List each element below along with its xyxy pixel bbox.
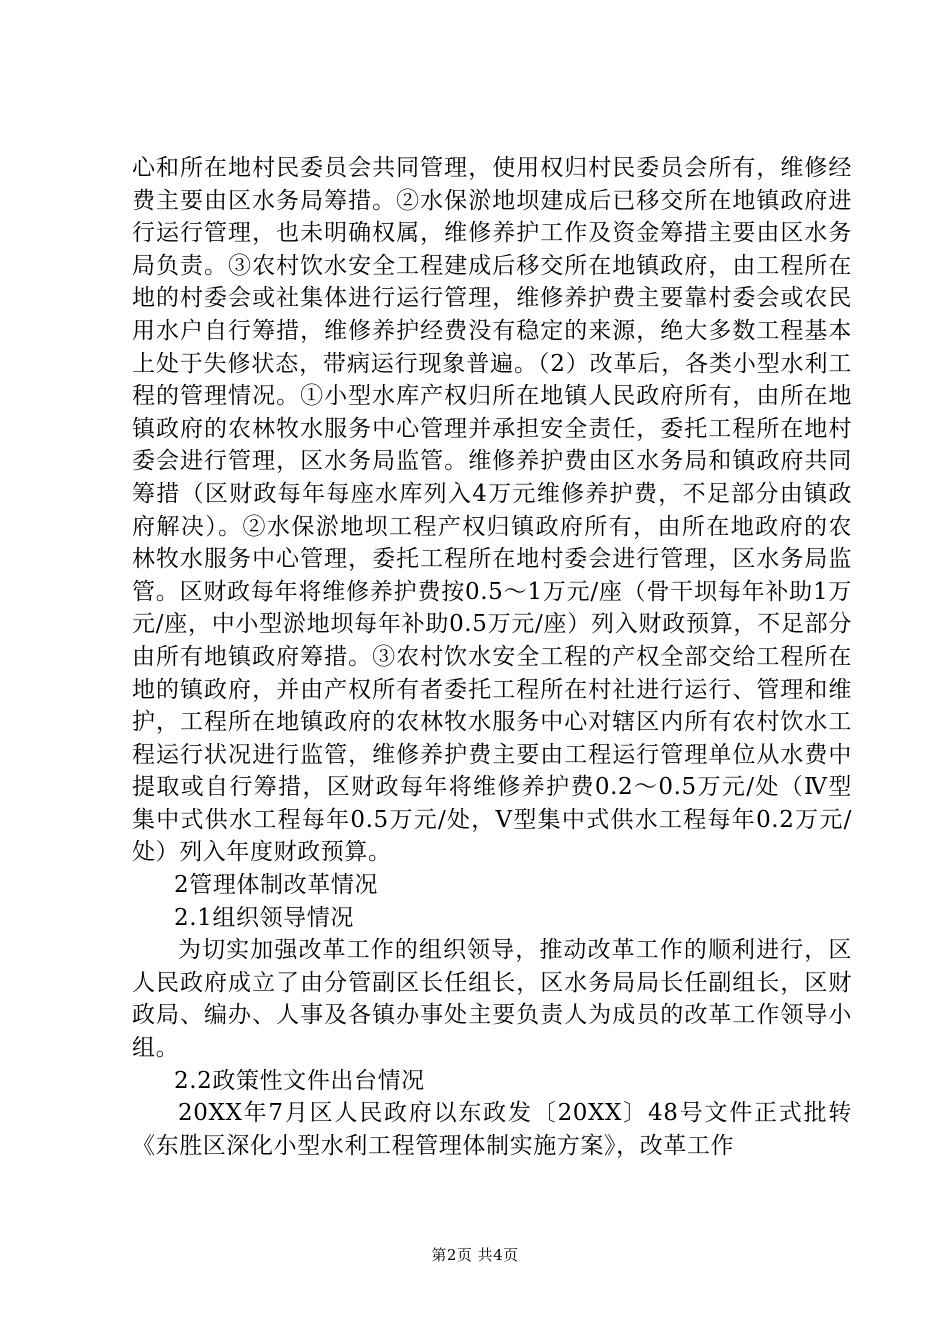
paragraph-policy-documents: 20XX年7月区人民政府以东政发〔20XX〕48号文件正式批转《东胜区深化小型水利工程管理体制实施方案》，改革工作 [132, 1100, 852, 1159]
paragraph-leadership: 为切实加强改革工作的组织领导，推动改革工作的顺利进行，区人民政府成立了由分管副区长任组长，区水务局局长任副组长，区财政局、编办、人事及各镇办事处主要负责人为成员的改革工作领导小组。 [132, 937, 852, 1062]
page-number-footer: 第2页 共4页 [431, 1246, 519, 1264]
paragraph-management-status: 心和所在地村民委员会共同管理，使用权归村民委员会所有，维修经费主要由区水务局筹措。②水保淤地坝建成后已移交所在地镇政府进行运行管理，也未明确权属，维修养护工作及资金筹措主要由区水务局负责。③农村饮水安全工程建成后移交所在地镇政府，由工程所在地的村委会或社集体进行运行管理，维修养护费主要靠村委会或农民用水户自行筹措，维修养护经费没有稳定的来源，绝大多数工程基本上处于失修状态，带病运行现象普遍。（2）改革后，各类小型水利工程的管理情况。①小型水库产权归所在地镇人民政府所有，由所在地镇政府的农林牧水服务中心管理并承担安全责任，委托工程所在地村委会进行管理，区水务局监管。维修养护费由区水务局和镇政府共同筹措（区财政每年每座水库列入4万元维修养护费，不足部分由镇政府解决）。②水保淤地坝工程产权归镇政府所有，由所在地政府的农林牧水服务中心管理，委托工程所在地村委会进行管理，区水务局监管。区财政每年将维修养护费按0.5～1万元/座（骨干坝每年补助1万元/座，中小型淤地坝每年补助0.5万元/座）列入财政预算，不足部分由所有地镇政府筹措。③农村饮水安全工程的产权全部交给工程所在地的镇政府，并由产权所有者委托工程所在村社进行运行、管理和维护，工程所在地镇政府的农林牧水服务中心对辖区内所有农村饮水工程运行状况进行监管，维修养护费主要由工程运行管理单位从水费中提取或自行筹措，区财政每年将维修养护费0.2～0.5万元/处（Ⅳ型集中式供水工程每年0.5万元/处，Ⅴ型集中式供水工程每年0.2万元/处）列入年度财政预算。 [132, 155, 852, 866]
heading-section-2-1: 2.1组织领导情况 [174, 904, 354, 931]
heading-section-2: 2管理体制改革情况 [174, 872, 379, 899]
document-body [132, 152, 852, 1162]
heading-section-2-2: 2.2政策性文件出台情况 [174, 1067, 425, 1094]
